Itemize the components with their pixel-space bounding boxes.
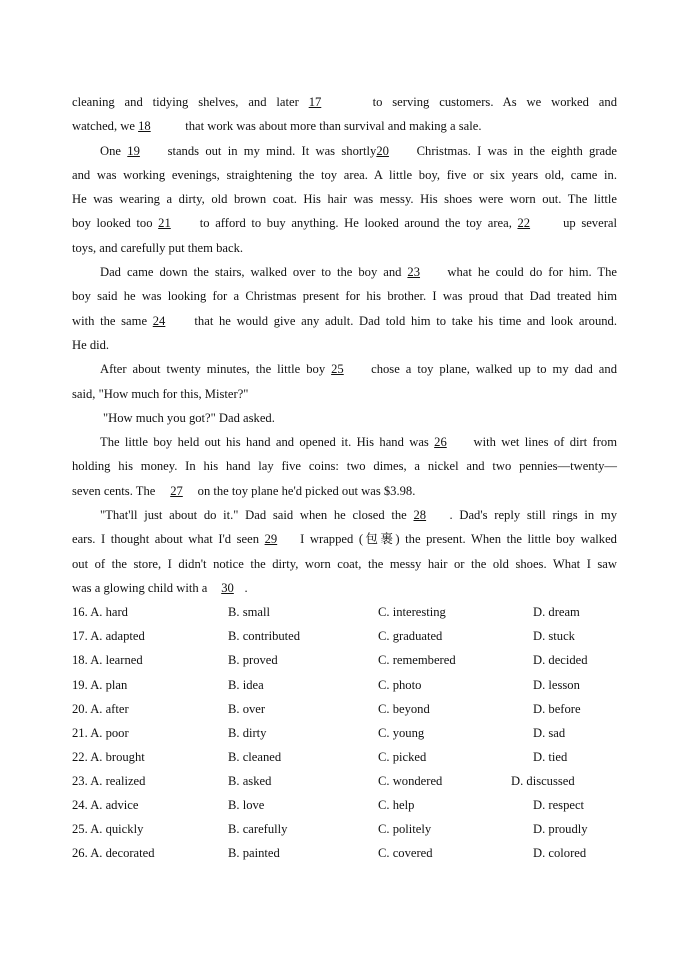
option-row <box>72 817 617 841</box>
blank-17: 17 <box>308 95 322 109</box>
option-a: 18. A. learned <box>72 653 143 668</box>
option-c: C. covered <box>378 846 433 861</box>
option-a: 25. A. quickly <box>72 822 144 837</box>
blank-21: 21 <box>158 216 171 231</box>
option-row <box>72 841 617 865</box>
passage <box>72 90 617 600</box>
option-d: D. lesson <box>533 677 580 692</box>
passage-line: He was wearing a dirty, old brown coat. His hair was messy. His shoes were worn out. The little <box>72 192 617 207</box>
passage-line: and was working evenings, straightening the toy area. A little boy, five or six years old, came in. <box>72 167 617 182</box>
blank-24: 24 <box>152 313 166 328</box>
option-b: B. painted <box>228 846 280 861</box>
option-d: D. respect <box>533 797 585 812</box>
passage-line: One 19 stands out in my mind. It was shortly20 Christmas. I was in the eighth grade <box>72 139 617 163</box>
passage-line: The little boy held out his hand and opened it. His hand was 26 with wet lines of dirt from <box>72 430 617 454</box>
option-a: 17. A. adapted <box>72 629 145 644</box>
blank-26: 26 <box>434 435 447 450</box>
passage-line: toys, and carefully put them back. <box>72 240 244 255</box>
option-c: C. beyond <box>378 701 430 716</box>
option-b: B. carefully <box>228 822 288 837</box>
option-b: B. small <box>228 605 270 620</box>
option-b: B. idea <box>228 677 264 692</box>
blank-27: 27 <box>170 483 183 498</box>
option-row <box>72 697 617 721</box>
option-row <box>72 721 617 745</box>
option-d: D. decided <box>533 653 588 668</box>
option-c: C. remembered <box>378 653 456 668</box>
option-a: 22. A. brought <box>72 749 145 764</box>
option-b: B. over <box>228 701 266 716</box>
option-c: C. young <box>378 725 425 740</box>
passage-line: Dad came down the stairs, walked over to the boy and 23 what he could do for him. The <box>72 260 617 284</box>
passage-line: was a glowing child with a 30 . <box>72 576 617 600</box>
option-d: D. dream <box>533 605 580 620</box>
option-c: C. picked <box>378 749 427 764</box>
option-row <box>72 745 617 769</box>
option-row <box>72 769 617 793</box>
passage-line: boy looked too 21 to afford to buy anything. He looked around the toy area, 22 up several <box>72 211 617 235</box>
option-b: B. love <box>228 797 265 812</box>
option-row <box>72 600 617 624</box>
option-b: B. cleaned <box>228 749 282 764</box>
passage-line: boy said he was looking for a Christmas present for his brother. I was proud that Dad treated him <box>72 289 617 304</box>
passage-line: "How much you got?" Dad asked. <box>103 410 275 425</box>
passage-line: ears. I thought about what I'd seen 29 I wrapped (包裹) the present. When the little boy walked <box>72 527 617 551</box>
option-d: D. tied <box>533 749 568 764</box>
blank-18: 18 <box>138 119 151 134</box>
option-c: C. help <box>378 797 415 812</box>
option-d: D. discussed <box>511 773 575 788</box>
options-list <box>72 600 617 865</box>
blank-30: 30 <box>221 580 234 595</box>
option-row <box>72 624 617 648</box>
blank-23: 23 <box>407 265 421 280</box>
option-b: B. contributed <box>228 629 301 644</box>
option-c: C. wondered <box>378 773 443 788</box>
option-a: 23. A. realized <box>72 773 146 788</box>
option-a: 26. A. decorated <box>72 846 155 861</box>
option-a: 24. A. advice <box>72 797 139 812</box>
blank-29: 29 <box>264 532 278 547</box>
blank-20: 20 <box>376 143 389 158</box>
option-d: D. proudly <box>533 822 588 837</box>
option-row <box>72 648 617 672</box>
passage-line: watched, we 18 that work was about more than survival and making a sale. <box>72 114 617 138</box>
passage-line: said, "How much for this, Mister?" <box>72 386 249 401</box>
blank-19: 19 <box>127 143 140 158</box>
option-c: C. graduated <box>378 629 443 644</box>
option-c: C. politely <box>378 822 432 837</box>
passage-line: out of the store, I didn't notice the dirty, worn coat, the messy hair or the old shoes. What I saw <box>72 556 617 571</box>
passage-line: "That'll just about do it." Dad said when he closed the 28 . Dad's reply still rings in my <box>72 503 617 527</box>
option-d: D. before <box>533 701 581 716</box>
exam-page <box>72 90 617 865</box>
option-a: 16. A. hard <box>72 605 128 620</box>
passage-line: with the same 24 that he would give any adult. Dad told him to take his time and look around. <box>72 309 617 333</box>
option-d: D. sad <box>533 725 566 740</box>
option-a: 21. A. poor <box>72 725 129 740</box>
blank-28: 28 <box>413 508 427 523</box>
option-b: B. dirty <box>228 725 267 740</box>
option-a: 19. A. plan <box>72 677 128 692</box>
passage-line: After about twenty minutes, the little boy 25 chose a toy plane, walked up to my dad and <box>72 357 617 381</box>
option-c: C. interesting <box>378 605 446 620</box>
passage-line: holding his money. In his hand lay five coins: two dimes, a nickel and two pennies—twenty— <box>72 459 617 474</box>
passage-line: He did. <box>72 337 110 352</box>
option-d: D. stuck <box>533 629 575 644</box>
option-b: B. proved <box>228 653 278 668</box>
option-d: D. colored <box>533 846 587 861</box>
passage-line: seven cents. The 27 on the toy plane he'd picked out was $3.98. <box>72 479 617 503</box>
blank-22: 22 <box>517 216 531 231</box>
option-a: 20. A. after <box>72 701 129 716</box>
passage-line: cleaning and tidying shelves, and later 17 to serving customers. As we worked and <box>72 90 617 114</box>
option-b: B. asked <box>228 773 272 788</box>
option-c: C. photo <box>378 677 422 692</box>
option-row <box>72 793 617 817</box>
option-row <box>72 673 617 697</box>
blank-25: 25 <box>331 362 344 377</box>
